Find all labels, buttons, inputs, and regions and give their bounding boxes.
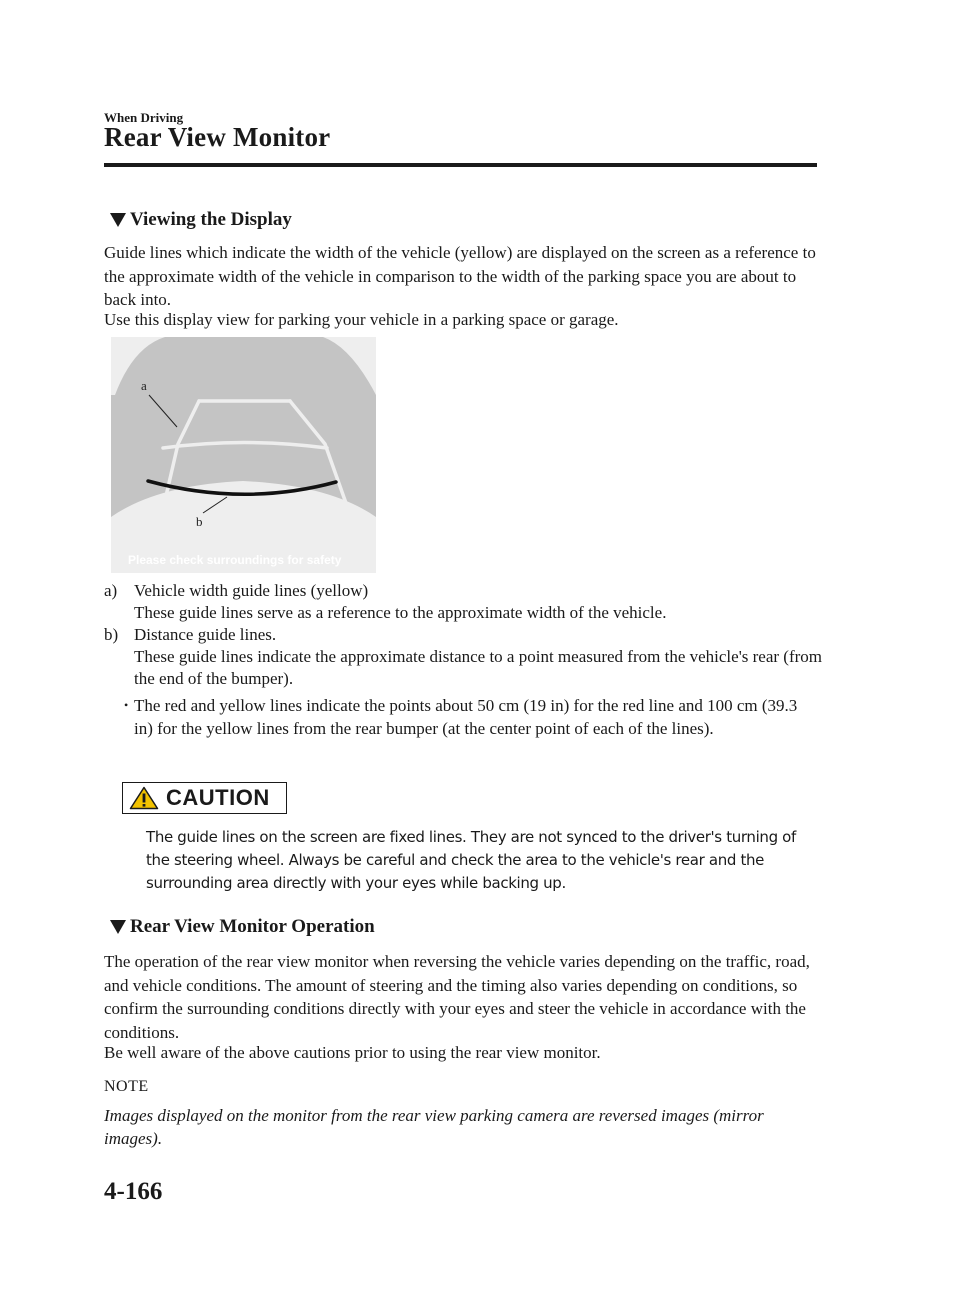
operation-heading [110,916,375,938]
callout-label-b: b [196,514,203,529]
caution-label: CAUTION [166,785,270,810]
triangle-bullet-icon [110,213,126,227]
operation-paragraph-2: Be well aware of the above cautions prior to using the rear view monitor. [104,1043,601,1062]
legend-bullet-text: The red and yellow lines indicate the points about 50 cm (19 in) for the red line and 100 cm (39.3 in) for the yellow lines from the rear bumper (at the center point of each of the lines). [134,696,798,738]
safety-banner-text: Please check surroundings for safety [128,553,342,567]
note-label: NOTE [104,1078,149,1095]
callout-label-a: a [141,378,147,393]
page-number: 4-166 [104,1178,163,1205]
bullet-dot-icon: • [124,698,129,712]
legend-title-a: Vehicle width guide lines (yellow) [134,581,369,600]
note-text: Images displayed on the monitor from the rear view parking camera are reversed images (mirror images). [104,1106,764,1148]
legend-tag-b: b) [104,625,119,644]
operation-paragraph-1: The operation of the rear view monitor when reversing the vehicle varies depending on the traffic, road, and vehicle conditions. The amount of steering and the timing also varies depending on conditions, so confirm the surrounding conditions directly with your eyes and steer the vehicle in accordance with the conditions. [104,952,810,1042]
viewing-paragraph-2: Use this display view for parking your vehicle in a parking space or garage. [104,310,619,329]
viewing-paragraph-1: Guide lines which indicate the width of the vehicle (yellow) are displayed on the screen as a reference to the approximate width of the vehicle in comparison to the width of the parking space you are about to back into. [104,243,816,309]
operation-heading-text: Rear View Monitor Operation [130,916,375,937]
caution-text: The guide lines on the screen are fixed lines. They are not synced to the driver's turning of the steering wheel. Always be careful and check the area to the vehicle's rear and the surrounding area directly with your eyes while backing up. [146,828,796,892]
title-divider [104,163,817,167]
triangle-bullet-icon [110,920,126,934]
legend-desc-b: These guide lines indicate the approximate distance to a point measured from the vehicle's rear (from the end of the bumper). [134,647,823,688]
rear-view-display-diagram [111,337,376,573]
viewing-display-heading-text: Viewing the Display [130,209,292,230]
caution-box [122,782,287,814]
legend-title-b: Distance guide lines. [134,625,277,644]
viewing-display-heading [110,209,292,231]
page-title: Rear View Monitor [104,122,331,152]
section-label: When Driving [104,110,184,125]
warning-triangle-icon [129,786,159,810]
legend-desc-a: These guide lines serve as a reference to the approximate width of the vehicle. [134,603,667,622]
legend-tag-a: a) [104,581,118,600]
